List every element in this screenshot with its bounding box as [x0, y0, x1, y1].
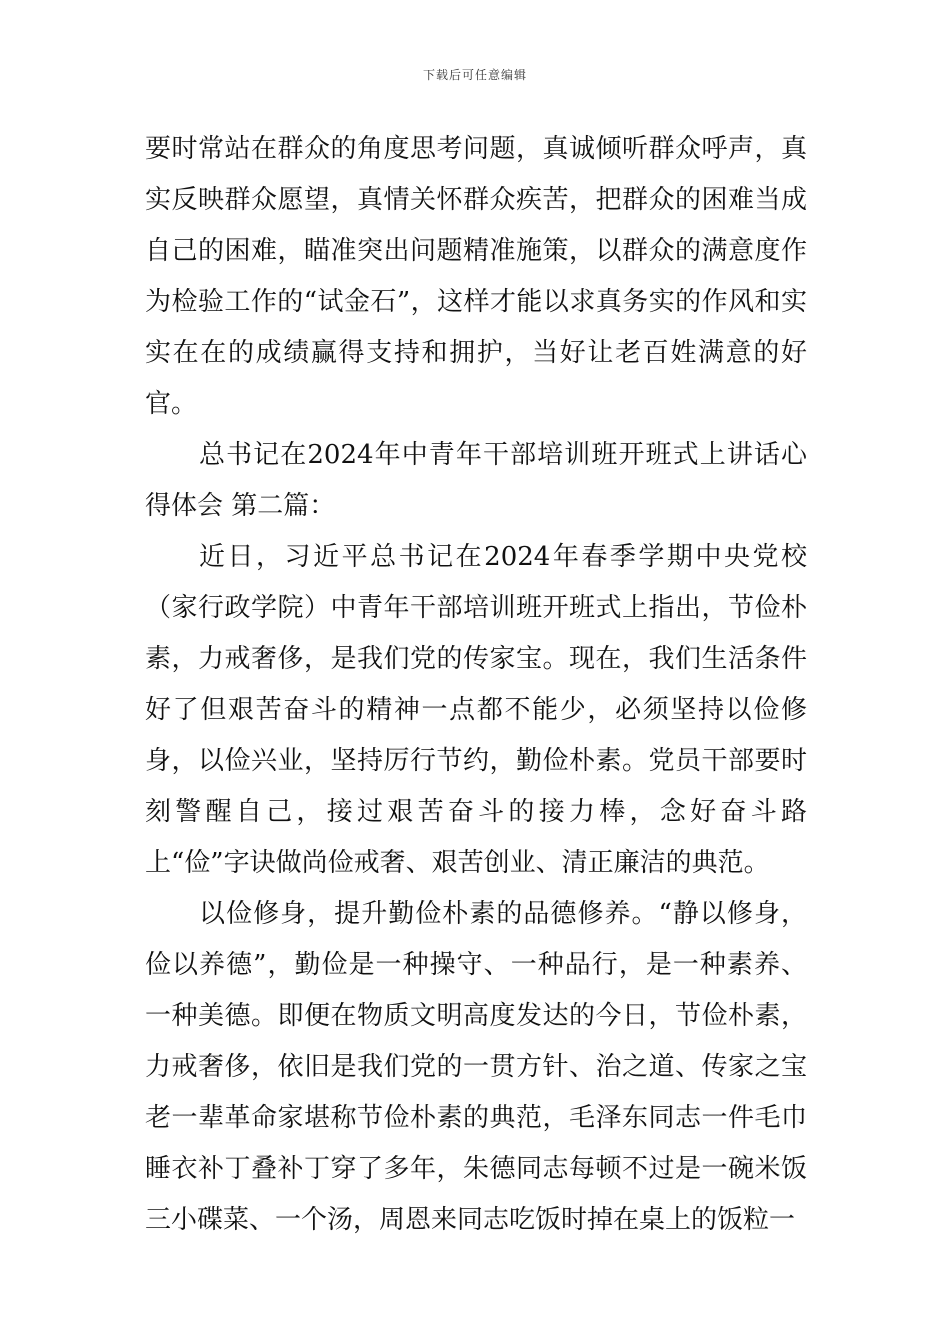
header-note: 下载后可任意编辑 [422, 68, 527, 82]
paragraph-1: 要时常站在群众的角度思考问题，真诚倾听群众呼声，真实反映群众愿望，真情关怀群众疾苦，把群众的困难当成自己的困难，瞄准突出问题精准施策，以群众的满意度作为检验工作的“试金石”，这样才能以求真务实的作风和实实在在的成绩赢得支持和拥护，当好让老百姓满意的好官。 [145, 134, 807, 419]
document-body [145, 124, 807, 1246]
paragraph-2-heading: 总书记在2024年中青年干部培训班开班式上讲话心得体会 第二篇： [145, 440, 807, 521]
paragraph-3: 近日，习近平总书记在2024年春季学期中央党校（家行政学院）中青年干部培训班开班式上指出，节俭朴素，力戒奢侈，是我们党的传家宝。现在，我们生活条件好了但艰苦奋斗的精神一点都不能少，必须坚持以俭修身，以俭兴业，坚持厉行节约，勤俭朴素。党员干部要时刻警醒自己，接过艰苦奋斗的接力棒，念好奋斗路上“俭”字诀做尚俭戒奢、艰苦创业、清正廉洁的典范。 [145, 542, 807, 878]
paragraph-4: 以俭修身，提升勤俭朴素的品德修养。“静以修身，俭以养德”，勤俭是一种操守、一种品行，是一种素养、一种美德。即便在物质文明高度发达的今日，节俭朴素，力戒奢侈，依旧是我们党的一贯方针、治之道、传家之宝老一辈革命家堪称节俭朴素的典范，毛泽东同志一件毛巾睡衣补丁叠补丁穿了多年，朱德同志每顿不过是一碗米饭三小碟菜、一个汤，周恩来同志吃饭时掉在桌上的饭粒一 [145, 899, 807, 1235]
